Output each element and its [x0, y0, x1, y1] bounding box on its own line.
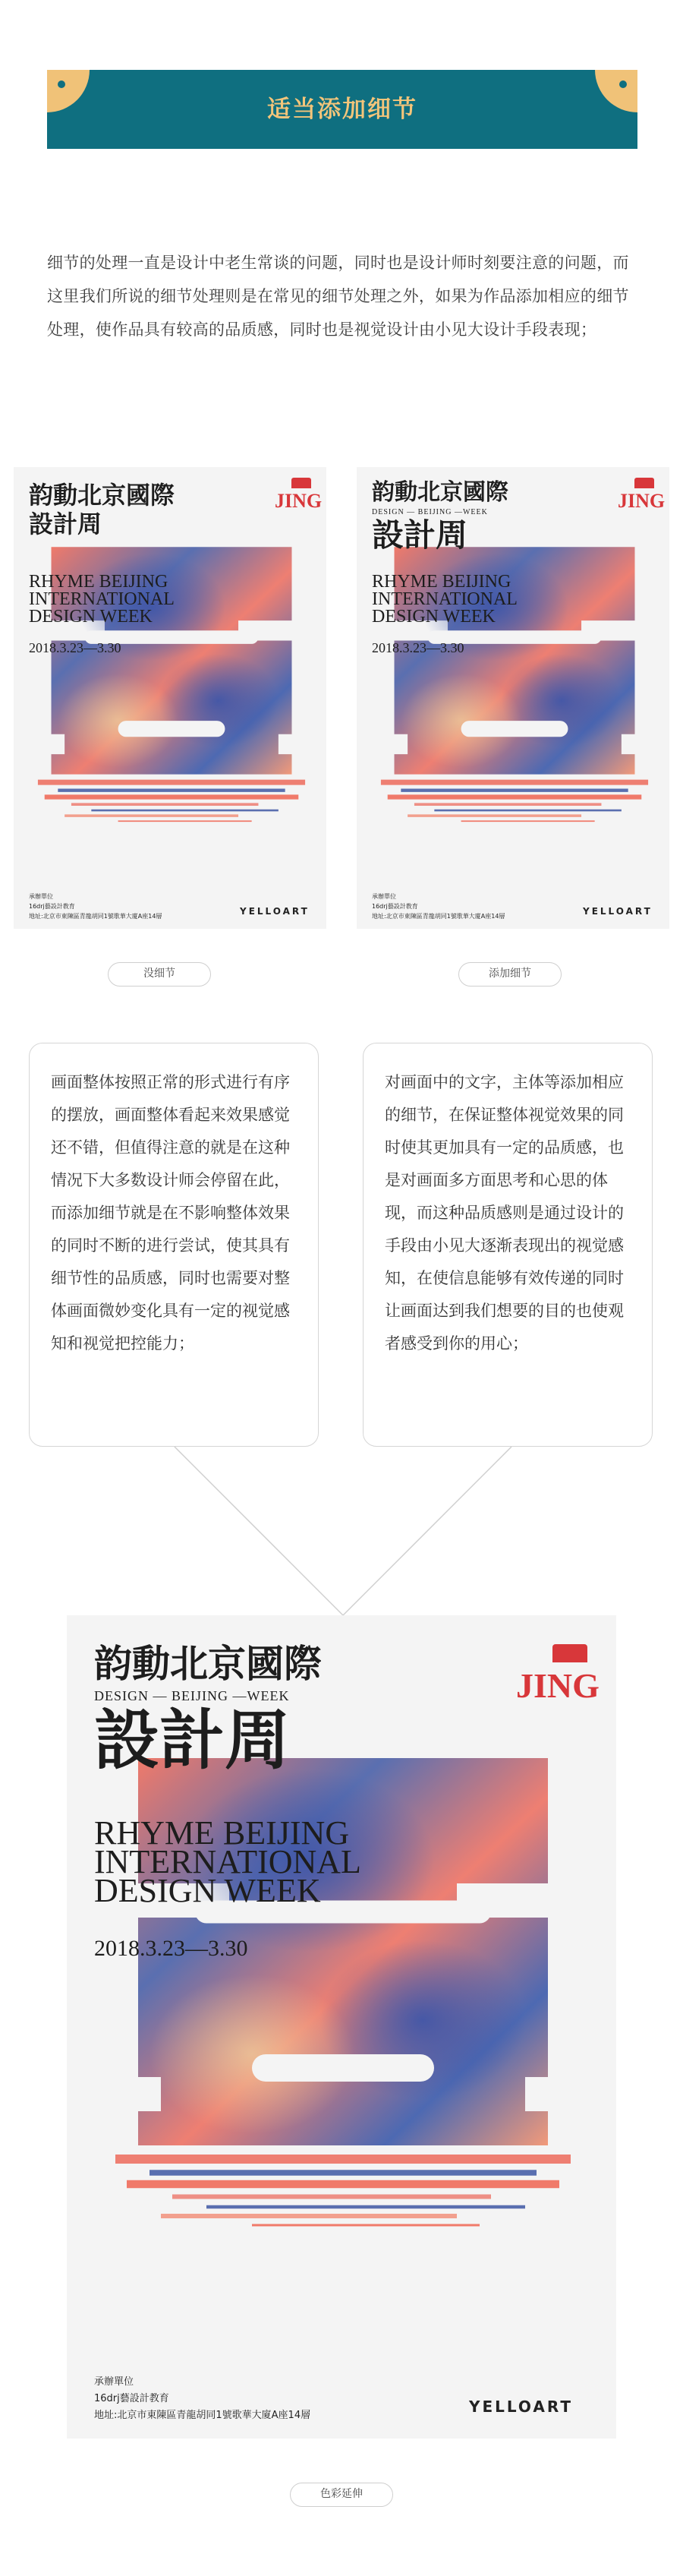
host-address: 地址:北京市東陳區青龍胡同1號歌華大廈A座14層: [372, 913, 505, 920]
poster-date: 2018.3.23—3.30: [29, 640, 121, 655]
poster-design-week-line: DESIGN — BEIJING —WEEK: [372, 508, 488, 516]
poster-title-en-3: DESIGN WEEK: [94, 1872, 321, 1909]
poster-title-cn: 韵動北京國際: [372, 480, 508, 505]
poster-graphic: [115, 1713, 571, 2237]
poster-date: 2018.3.23—3.30: [372, 640, 464, 655]
brand-logo: YELLOART: [240, 906, 310, 917]
intro-paragraph: 细节的处理一直是设计中老生常谈的问题，同时也是设计师时刻要注意的问题，而这里我们所说的细节处理则是在常见的细节处理之外，如果为作品添加相应的细节处理，使作品具有较高的品质感，同时也是视觉设计由小见大设计手段表现；: [47, 254, 629, 339]
poster-color-extension: [67, 1615, 616, 2439]
host-address: 地址:北京市東陳區青龍胡同1號歌華大廈A座14層: [94, 2410, 311, 2421]
brand-logo: YELLOART: [469, 2398, 574, 2416]
host-org: 16drj藝設計教育: [94, 2393, 169, 2404]
poster-title-en-1: RHYME BEIJING: [29, 572, 168, 592]
host-label: 承辦單位: [372, 893, 396, 900]
host-label: 承辦單位: [94, 2376, 134, 2388]
poster-title-en-2: INTERNATIONAL: [94, 1843, 361, 1880]
poster-title-en-3: DESIGN WEEK: [372, 607, 496, 627]
label-color-extension: 色彩延伸: [290, 2483, 393, 2507]
section-title: 适当添加细节: [267, 96, 417, 123]
poster-title-cn: 韵動北京國際: [94, 1643, 322, 1685]
host-address: 地址:北京市東陳區青龍胡同1號歌華大廈A座14層: [29, 913, 162, 920]
poster-title-en-1: RHYME BEIJING: [94, 1814, 350, 1852]
poster-date: 2018.3.23—3.30: [94, 1936, 248, 1961]
label-add-detail: 添加细节: [458, 962, 562, 987]
poster-title-en-2: INTERNATIONAL: [372, 589, 518, 609]
poster-title-en-3: DESIGN WEEK: [29, 607, 153, 627]
poster-title-en-2: INTERNATIONAL: [29, 589, 175, 609]
poster-title-en-1: RHYME BEIJING: [372, 572, 511, 592]
card-no-detail-text: 画面整体按照正常的形式进行有序的摆放，画面整体看起来效果感觉还不错，但值得注意的就是在这种情况下大多数设计师会停留在此，而添加细节就是在不影响整体效果的同时不断的进行尝试，使其具有细节性的品质感，同时也需要对整体画面微妙变化具有一定的视觉感知和视觉把控能力；: [29, 1043, 319, 1447]
jing-logo: JING: [516, 1666, 600, 1705]
host-org: 16drj藝設計教育: [29, 903, 75, 910]
poster-title-cn-2: 設計周: [94, 1704, 290, 1777]
host-org: 16drj藝設計教育: [372, 903, 418, 910]
jing-logo: JING: [618, 490, 666, 512]
poster-design-week-line: DESIGN — BEIJING —WEEK: [94, 1688, 290, 1703]
jing-flag-icon: [552, 1644, 587, 1662]
jing-logo: JING: [275, 490, 323, 512]
poster-title-cn-2: 設計周: [29, 510, 102, 538]
poster-title-cn-2: 設計周: [372, 519, 468, 554]
brand-logo: YELLOART: [583, 906, 653, 917]
poster-title-cn: 韵動北京國際: [29, 481, 175, 509]
card-add-detail-text: 对画面中的文字，主体等添加相应的细节，在保证整体视觉效果的同时使其更加具有一定的品质感，也是对画面多方面思考和心思的体现，而这种品质感则是通过设计的手段由小见大逐渐表现出的视觉感知，在使信息能够有效传递的同时让画面达到我们想要的目的也使观者感受到你的用心；: [363, 1043, 653, 1447]
host-label: 承辦單位: [29, 893, 53, 900]
label-no-detail: 没细节: [108, 962, 211, 987]
